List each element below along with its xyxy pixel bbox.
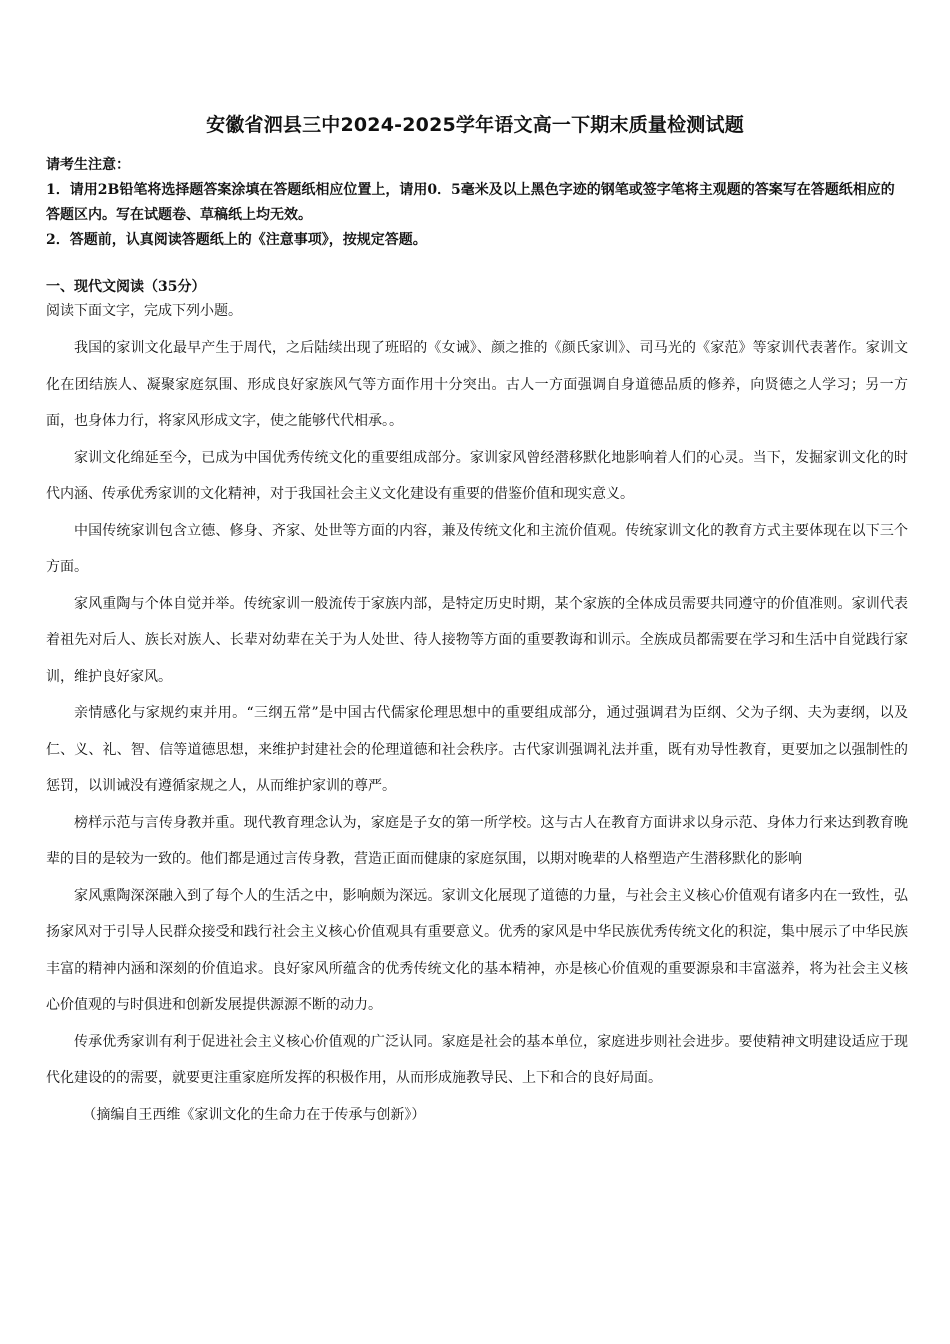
notice-item-1: 1．请用2B铅笔将选择题答案涂填在答题纸相应位置上，请用0．5毫米及以上黑色字迹的钢笔或签字笔将主观题的答案写在答题纸相应的答题区内。写在试题卷、草稿纸上均无效。 [46,182,895,223]
section-heading: 一、现代文阅读（35分） [46,279,206,295]
passage-source: （摘编自王西维《家训文化的生命力在于传承与创新》） [82,1106,426,1123]
passage-paragraph-6: 榜样示范与言传身教并重。现代教育理念认为，家庭是子女的第一所学校。这与古人在教育方面讲求以身示范、身体力行来达到教育晚辈的目的是较为一致的。他们都是通过言传身教，营造正面而健康的家庭氛围，以期对晚辈的人格塑造产生潜移默化的影响 [46,814,908,867]
passage-paragraph-3: 中国传统家训包含立德、修身、齐家、处世等方面的内容，兼及传统文化和主流价值观。传统家训文化的教育方式主要体现在以下三个方面。 [46,522,908,575]
reading-passage [46,330,908,1133]
passage-paragraph-5: 亲情感化与家规约束并用。“三纲五常”是中国古代儒家伦理思想中的重要组成部分，通过强调君为臣纲、父为子纲、夫为妻纲，以及仁、义、礼、智、信等道德思想，来维护封建社会的伦理道德和社会秩序。古代家训强调礼法并重，既有劝导性教育，更要加之以强制性的惩罚，以训诫没有遵循家规之人，从而维护家训的尊严。 [46,705,908,794]
passage-paragraph-7: 家风熏陶深深融入到了每个人的生活之中，影响颇为深远。家训文化展现了道德的力量，与社会主义核心价值观有诸多内在一致性，弘扬家风对于引导人民群众接受和践行社会主义核心价值观具有重要意义。优秀的家风是中华民族优秀传统文化的积淀，集中展示了中华民族丰富的精神内涵和深刻的价值追求。良好家风所蕴含的优秀传统文化的基本精神，亦是核心价值观的重要源泉和丰富滋养，将为社会主义核心价值观的与时俱进和创新发展提供源源不断的动力。 [46,887,908,1013]
notice-item-2: 2．答题前，认真阅读答题纸上的《注意事项》，按规定答题。 [46,232,427,248]
passage-paragraph-1: 我国的家训文化最早产生于周代，之后陆续出现了班昭的《女诫》、颜之推的《颜氏家训》、司马光的《家范》等家训代表著作。家训文化在团结族人、凝聚家庭氛围、形成良好家族风气等方面作用十分突出。古人一方面强调自身道德品质的修养，向贤德之人学习；另一方面，也身体力行，将家风形成文字，使之能够代代相承。。 [46,340,908,429]
notice-block [46,153,906,253]
passage-paragraph-4: 家风重陶与个体自觉并举。传统家训一般流传于家族内部，是特定历史时期，某个家族的全体成员需要共同遵守的价值准则。家训代表着祖先对后人、族长对族人、长辈对幼辈在关于为人处世、待人接物等方面的重要教诲和训示。全族成员都需要在学习和生活中自觉践行家训，维护良好家风。 [46,595,908,685]
notice-heading: 请考生注意： [46,157,130,173]
section-intro: 阅读下面文字，完成下列小题。 [46,303,242,319]
page-title: 安徽省泗县三中2024-2025学年语文高一下期末质量检测试题 [206,114,744,136]
passage-paragraph-2: 家训文化绵延至今，已成为中国优秀传统文化的重要组成部分。家训家风曾经潜移默化地影响着人们的心灵。当下，发掘家训文化的时代内涵、传承优秀家训的文化精神，对于我国社会主义文化建设有重要的借鉴价值和现实意义。 [46,449,908,502]
passage-paragraph-8: 传承优秀家训有利于促进社会主义核心价值观的广泛认同。家庭是社会的基本单位，家庭进步则社会进步。要使精神文明建设适应于现代化建设的的需要，就要更注重家庭所发挥的积极作用，从而形成施教导民、上下和合的良好局面。 [46,1033,908,1086]
